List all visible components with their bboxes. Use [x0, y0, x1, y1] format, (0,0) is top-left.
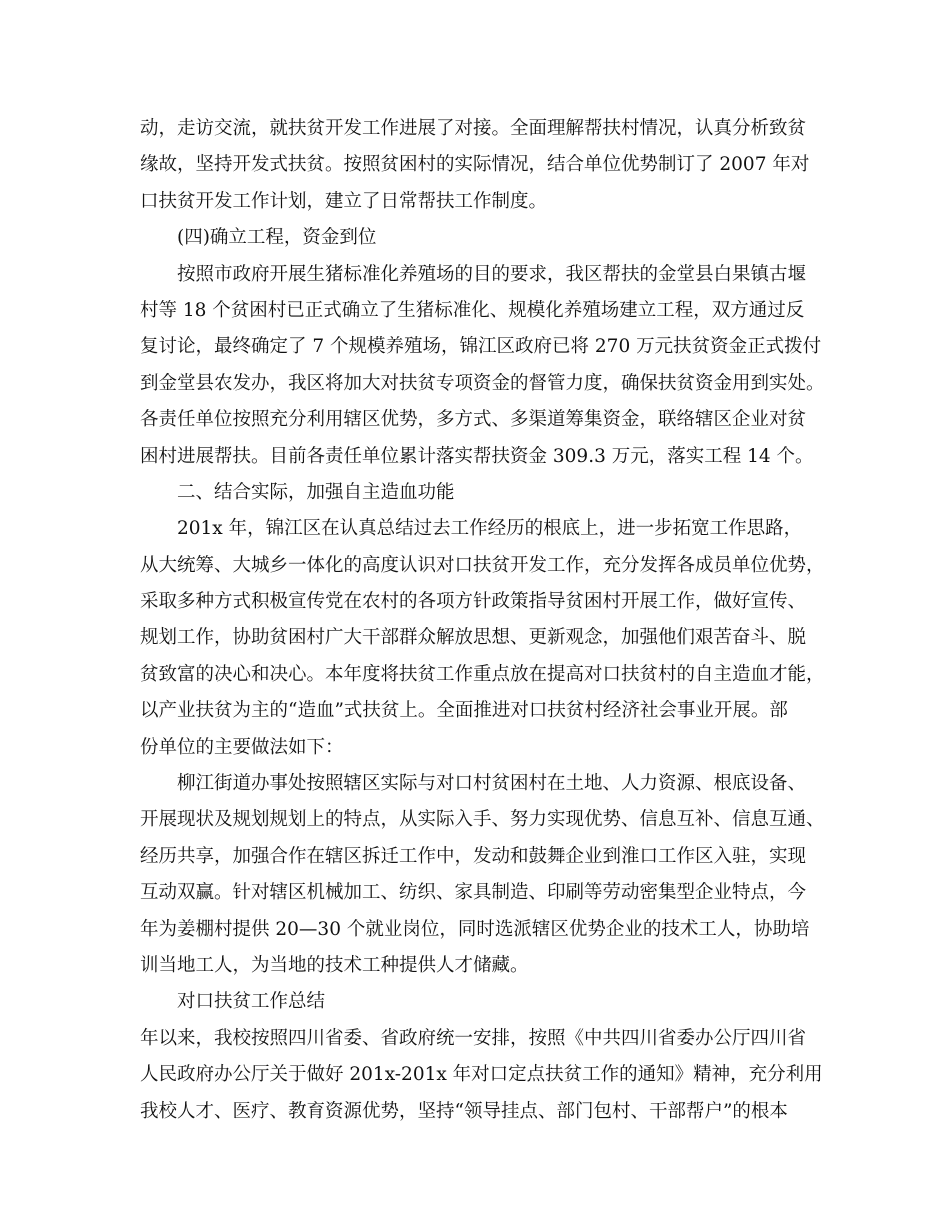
- text-line: 复讨论，最终确定了 7 个规模养殖场，锦江区政府已将 270 万元扶贫资金正式拨付: [140, 336, 822, 358]
- text-line: 动，走访交流，就扶贫开发工作进展了对接。全面理解帮扶村情况，认真分析致贫: [140, 118, 807, 139]
- text-line: 互动双赢。针对辖区机械加工、纺织、家具制造、印刷等劳动密集型企业特点，今: [140, 882, 807, 904]
- section-heading: (四)确立工程，资金到位: [177, 227, 377, 249]
- text-line: 困村进展帮扶。目前各责任单位累计落实帮扶资金 309.3 万元，落实工程 14 个。: [140, 445, 814, 467]
- text-line: 采取多种方式积极宣传党在农村的各项方针政策指导贫困村开展工作，做好宣传、: [140, 591, 807, 613]
- text-line: 口扶贫开发工作计划，建立了日常帮扶工作制度。: [140, 190, 548, 212]
- text-line: 从大统筹、大城乡一体化的高度认识对口扶贫开发工作，充分发挥各成员单位优势，: [140, 554, 825, 576]
- section-heading: 对口扶贫工作总结: [177, 991, 326, 1013]
- text-line: 到金堂县农发办，我区将加大对扶贫专项资金的督管力度，确保扶贫资金用到实处。: [140, 372, 825, 394]
- text-line: 经历共享，加强合作在辖区拆迁工作中，发动和鼓舞企业到淮口工作区入驻，实现: [140, 845, 807, 867]
- document-body: [140, 111, 825, 1130]
- section-heading: 二、结合实际，加强自主造血功能: [177, 481, 455, 503]
- text-line: 规划工作，协助贫困村广大干部群众解放思想、更新观念，加强他们艰苦奋斗、脱: [140, 627, 807, 649]
- text-line: 开展现状及规划规划上的特点，从实际入手、努力实现优势、信息互补、信息互通、: [140, 809, 825, 831]
- text-line: 我校人才、医疗、教育资源优势，坚持“领导挂点、部门包村、干部帮户”的根本: [140, 1100, 788, 1122]
- text-line: 训当地工人，为当地的技术工种提供人才储藏。: [140, 954, 529, 976]
- text-line: 按照市政府开展生猪标准化养殖场的目的要求，我区帮扶的金堂县白果镇古堰: [177, 263, 807, 285]
- text-line: 村等 18 个贫困村已正式确立了生猪标准化、规模化养殖场建立工程，双方通过反: [140, 299, 805, 321]
- text-line: 各责任单位按照充分利用辖区优势，多方式、多渠道筹集资金，联络辖区企业对贫: [140, 409, 807, 431]
- text-line: 柳江街道办事处按照辖区实际与对口村贫困村在土地、人力资源、根底设备、: [177, 773, 807, 795]
- text-line: 年以来，我校按照四川省委、省政府统一安排，按照《中共四川省委办公厅四川省: [140, 1027, 807, 1049]
- text-line: 贫致富的决心和决心。本年度将扶贫工作重点放在提高对口扶贫村的自主造血才能，: [140, 663, 825, 685]
- text-line: 缘故，坚持开发式扶贫。按照贫困村的实际情况，结合单位优势制订了 2007 年对: [140, 154, 810, 176]
- text-line: 人民政府办公厅关于做好 201x-201x 年对口定点扶贫工作的通知》精神，充分利用: [140, 1064, 823, 1086]
- text-line: 份单位的主要做法如下：: [140, 736, 344, 758]
- text-line: 201x 年，锦江区在认真总结过去工作经历的根底上，进一步拓宽工作思路，: [177, 518, 803, 540]
- text-line: 以产业扶贫为主的“造血”式扶贫上。全面推进对口扶贫村经济社会事业开展。部: [140, 700, 788, 722]
- text-line: 年为姜棚村提供 20—30 个就业岗位，同时选派辖区优势企业的技术工人，协助培: [140, 918, 810, 940]
